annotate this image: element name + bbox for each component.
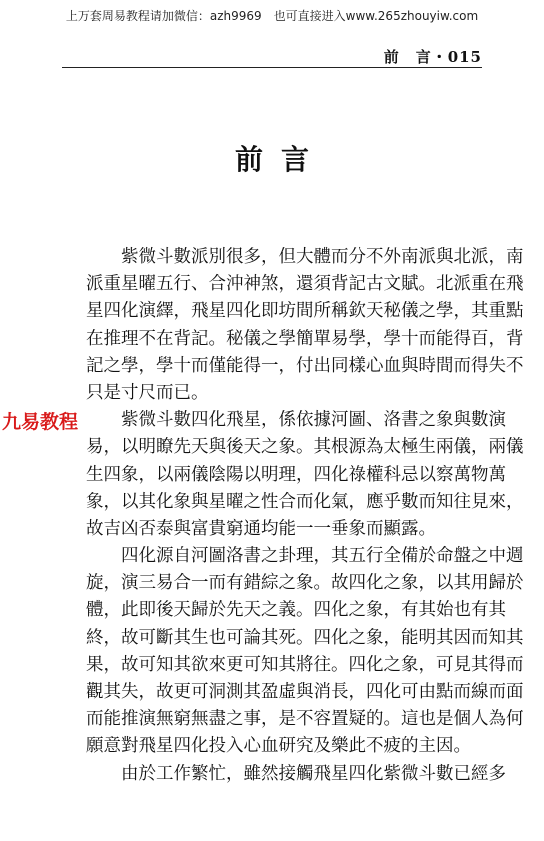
text-line: 生四象，以兩儀陰陽以明理，四化祿權科忌以察萬物萬 xyxy=(86,464,506,485)
paragraph xyxy=(86,543,524,761)
paragraph xyxy=(86,761,506,788)
running-head: 前 言・015 xyxy=(383,48,482,66)
text-line: 紫微斗數派別很多，但大體而分不外南派與北派，南 xyxy=(86,247,524,267)
text-line: 四化源自河圖洛書之卦理，其五行全備於命盤之中週 xyxy=(86,546,524,567)
text-line: 派重星曜五行、合沖神煞，還須背記古文賦。北派重在飛 xyxy=(86,274,524,295)
text-line: 由於工作繁忙，雖然接觸飛星四化紫微斗數已經多 xyxy=(86,763,506,784)
text-line: 象，以其化象與星曜之性合而化氣，應乎數而知往見來， xyxy=(86,491,524,512)
text-line: 只是寸尺而已。 xyxy=(86,382,209,403)
text-line: 果，故可知其欲來更可知其將往。四化之象，可見其得而 xyxy=(86,654,524,675)
text-line: 體，此即後天歸於先天之義。四化之象，有其始也有其 xyxy=(86,600,506,621)
source-banner: 上万套周易教程请加微信：azh9969 也可直接进入www.265zhouyiw.com xyxy=(65,9,479,23)
paragraph xyxy=(86,407,524,543)
paragraph xyxy=(86,244,524,407)
text-line: 而能推演無窮無盡之事，是不容置疑的。這也是個人為何 xyxy=(86,709,524,730)
text-line: 終，故可斷其生也可論其死。四化之象，能明其因而知其 xyxy=(86,627,524,648)
header-rule xyxy=(62,67,482,68)
page-title: 前言 xyxy=(234,143,327,176)
text-line: 旋，演三易合一而有錯綜之象。故四化之象，以其用歸於 xyxy=(86,573,524,594)
text-line: 觀其失，故更可洞測其盈虛與消長，四化可由點而線而面 xyxy=(86,682,524,702)
text-line: 星四化演繹，飛星四化即坊間所稱欽天秘儀之學，其重點 xyxy=(86,301,524,322)
text-line: 在推理不在背記。秘儀之學簡單易學，學十而能得百，背 xyxy=(86,328,524,349)
text-line: 紫微斗數四化飛星，係依據河圖、洛書之象與數演 xyxy=(86,410,506,431)
text-line: 故吉凶否泰與富貴窮通均能一一垂象而顯露。 xyxy=(86,518,436,539)
body-text xyxy=(86,244,524,788)
text-line: 願意對飛星四化投入心血研究及樂此不疲的主因。 xyxy=(86,736,471,757)
text-line: 易，以明瞭先天與後天之象。其根源為太極生兩儀，兩儀 xyxy=(86,437,524,458)
watermark-logo: 九易教程 xyxy=(2,411,79,433)
text-line: 記之學，學十而僅能得一，付出同樣心血與時間而得失不 xyxy=(86,355,524,376)
